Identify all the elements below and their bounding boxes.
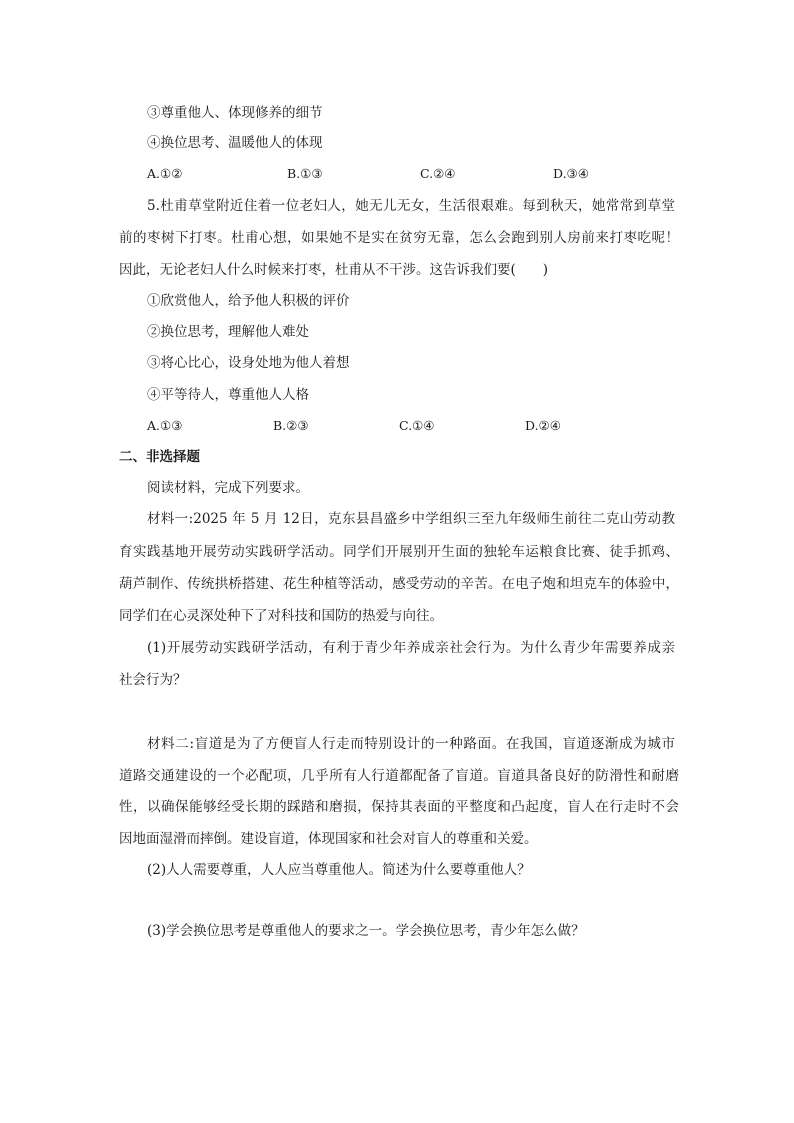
q5-stem-line-2: 前的枣树下打枣。杜甫心想，如果她不是实在贫穷无靠，怎么会跑到别人房前来打枣吃呢！ xyxy=(119,230,679,246)
section-intro: 阅读材料，完成下列要求。 xyxy=(147,480,309,496)
section-heading: 二、非选择题 xyxy=(119,449,200,465)
q5-option-c: C.①④ xyxy=(399,418,435,433)
q4-item-4: ④换位思考、温暖他人的体现 xyxy=(147,135,323,151)
material2-line-3: 性，以确保能够经受长期的踩踏和磨损，保持其表面的平整度和凸起度，盲人在行走时不会 xyxy=(119,799,679,815)
q5-option-d: D.②④ xyxy=(525,418,561,433)
question-3: (3)学会换位思考是尊重他人的要求之一。学会换位思考，青少年怎么做？ xyxy=(147,923,585,939)
q4-item-3: ③尊重他人、体现修养的细节 xyxy=(147,105,323,121)
q5-option-b: B.②③ xyxy=(273,418,309,433)
question-1-line-2: 社会行为？ xyxy=(119,672,187,688)
q4-option-d: D.③④ xyxy=(553,166,589,181)
q5-item-1: ①欣赏他人，给予他人积极的评价 xyxy=(147,293,350,309)
q5-stem-line-3: 因此，无论老妇人什么时候来打枣，杜甫从不干涉。这告诉我们要( ) xyxy=(119,262,549,278)
material1-line-2: 育实践基地开展劳动实践研学活动。同学们开展别开生面的独轮车运粮食比赛、徒手抓鸡、 xyxy=(119,544,679,560)
material2-line-4: 因地面湿滑而摔倒。建设盲道，体现国家和社会对盲人的尊重和关爱。 xyxy=(119,831,538,847)
q5-item-3: ③将心比心，设身处地为他人着想 xyxy=(147,355,350,371)
q5-item-2: ②换位思考，理解他人难处 xyxy=(147,324,309,340)
q4-option-c: C.②④ xyxy=(420,166,456,181)
material1-line-3: 葫芦制作、传统拱桥搭建、花生种植等活动，感受劳动的辛苦。在电子炮和坦克车的体验中， xyxy=(119,576,679,592)
question-2: (2)人人需要尊重，人人应当尊重他人。简述为什么要尊重他人？ xyxy=(147,862,531,878)
q5-option-a: A.①③ xyxy=(147,418,183,433)
material2-line-1: 材料二:盲道是为了方便盲人行走而特别设计的一种路面。在我国，盲道逐渐成为城市 xyxy=(147,736,675,752)
q5-stem-line-1: 5.杜甫草堂附近住着一位老妇人，她无儿无女，生活很艰难。每到秋天，她常常到草堂 xyxy=(147,198,675,214)
material2-line-2: 道路交通建设的一个必配项，几乎所有人行道都配备了盲道。盲道具备良好的防滑性和耐磨 xyxy=(119,768,679,784)
q5-item-4: ④平等待人，尊重他人人格 xyxy=(147,387,309,403)
q4-option-a: A.①② xyxy=(147,166,183,181)
material1-line-4: 同学们在心灵深处种下了对科技和国防的热爱与向往。 xyxy=(119,608,443,624)
q4-option-b: B.①③ xyxy=(287,166,323,181)
material1-line-1: 材料一:2025 年 5 月 12日，克东县昌盛乡中学组织三至九年级师生前往二克山劳动教 xyxy=(147,511,675,527)
question-1-line-1: (1)开展劳动实践研学活动，有利于青少年养成亲社会行为。为什么青少年需要养成亲 xyxy=(147,640,675,656)
